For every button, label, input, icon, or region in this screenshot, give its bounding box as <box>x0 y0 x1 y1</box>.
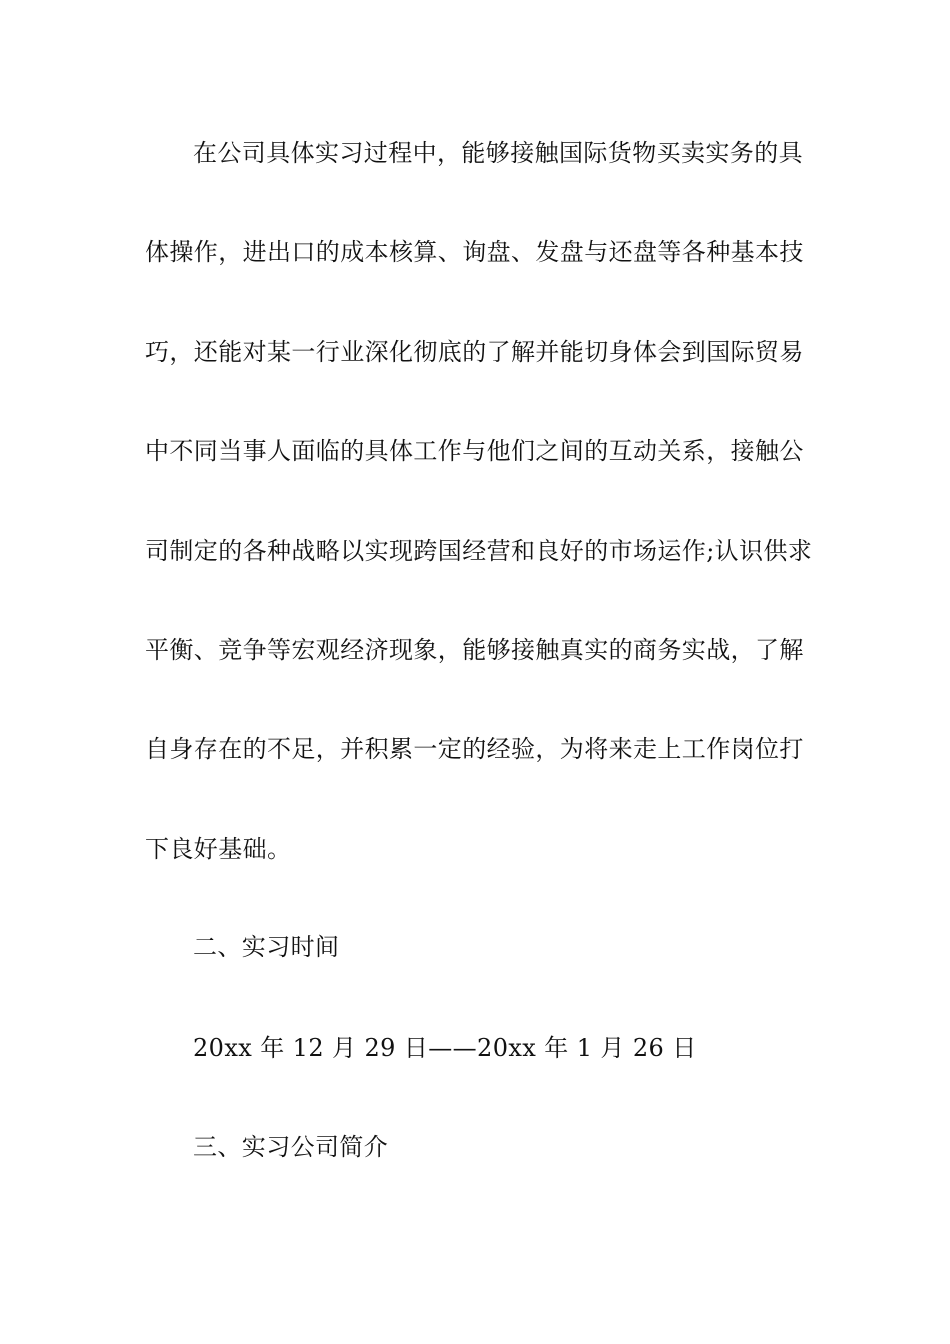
internship-date-range: 20xx 年 12 月 29 日——20xx 年 1 月 26 日 <box>193 1034 697 1062</box>
section-heading-company-intro: 三、实习公司简介 <box>193 1133 389 1161</box>
section-heading-internship-time: 二、实习时间 <box>193 933 340 961</box>
paragraph-line-3: 巧，还能对某一行业深化彻底的了解并能切身体会到国际贸易 <box>145 338 804 366</box>
paragraph-line-7: 自身存在的不足，并积累一定的经验，为将来走上工作岗位打 <box>145 735 804 763</box>
paragraph-line-8: 下良好基础。 <box>145 835 292 863</box>
paragraph-line-5: 司制定的各种战略以实现跨国经营和良好的市场运作;认识供求 <box>145 537 813 565</box>
paragraph-line-4: 中不同当事人面临的具体工作与他们之间的互动关系，接触公 <box>145 437 804 465</box>
paragraph-line-6: 平衡、竞争等宏观经济现象，能够接触真实的商务实战，了解 <box>145 636 804 664</box>
paragraph-line-2: 体操作，进出口的成本核算、询盘、发盘与还盘等各种基本技 <box>145 238 804 266</box>
paragraph-line-1: 在公司具体实习过程中，能够接触国际货物买卖实务的具 <box>193 139 803 167</box>
